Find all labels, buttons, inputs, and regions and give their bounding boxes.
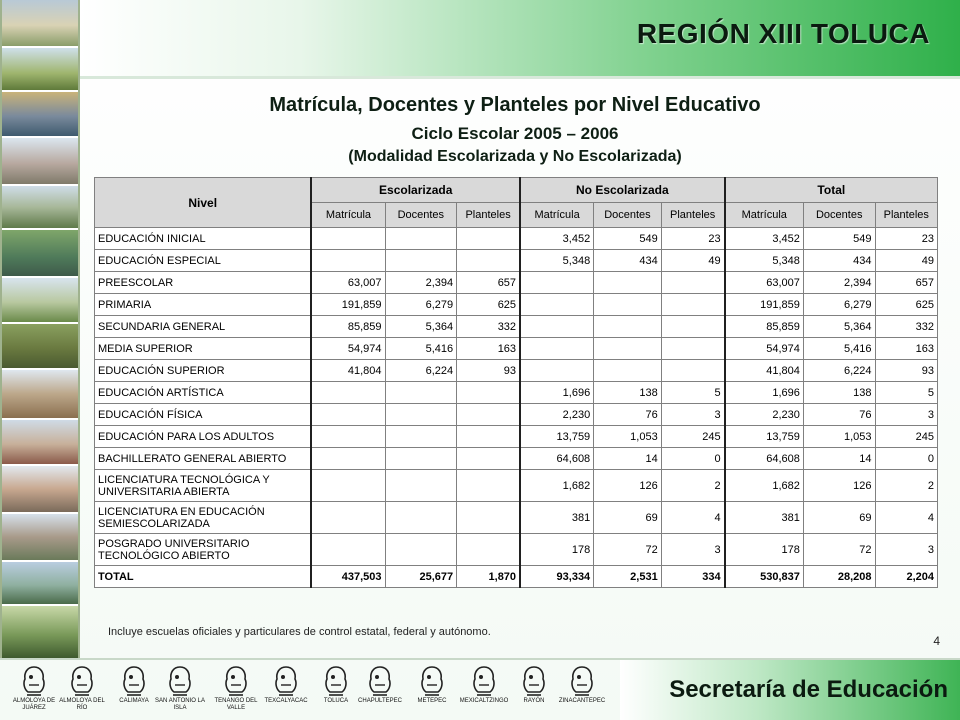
value-cell: 334 bbox=[661, 566, 724, 588]
value-cell: 93 bbox=[457, 360, 520, 382]
value-cell: 63,007 bbox=[311, 272, 385, 294]
value-cell: 25,677 bbox=[385, 566, 457, 588]
municipality-name: TEXCALYACAC bbox=[264, 698, 308, 704]
value-cell: 549 bbox=[803, 228, 875, 250]
aztec-glyph-icon bbox=[165, 664, 195, 698]
value-cell: 332 bbox=[875, 316, 937, 338]
value-cell bbox=[457, 534, 520, 566]
value-cell bbox=[520, 338, 594, 360]
value-cell bbox=[311, 448, 385, 470]
subheader-cell: Matrícula bbox=[725, 203, 804, 228]
value-cell bbox=[385, 228, 457, 250]
value-cell: 5,348 bbox=[725, 250, 804, 272]
value-cell: 63,007 bbox=[725, 272, 804, 294]
table-body bbox=[95, 228, 938, 588]
value-cell: 14 bbox=[594, 448, 662, 470]
aztec-glyph-icon bbox=[221, 664, 251, 698]
value-cell: 1,682 bbox=[520, 470, 594, 502]
municipality-glyph bbox=[456, 664, 512, 705]
value-cell bbox=[457, 448, 520, 470]
header-escolarizada: Escolarizada bbox=[311, 178, 520, 203]
nivel-cell: EDUCACIÓN FÍSICA bbox=[95, 404, 312, 426]
value-cell bbox=[457, 426, 520, 448]
aztec-glyph-icon bbox=[519, 664, 549, 698]
value-cell: 54,974 bbox=[311, 338, 385, 360]
table-row bbox=[95, 534, 938, 566]
photo-hacienda bbox=[2, 370, 78, 420]
value-cell: 4 bbox=[875, 502, 937, 534]
photo-field bbox=[2, 48, 78, 92]
photo-hills bbox=[2, 186, 78, 230]
value-cell: 64,608 bbox=[725, 448, 804, 470]
nivel-cell: PREESCOLAR bbox=[95, 272, 312, 294]
value-cell: 23 bbox=[661, 228, 724, 250]
value-cell bbox=[594, 316, 662, 338]
value-cell: 2,204 bbox=[875, 566, 937, 588]
nivel-cell: LICENCIATURA TECNOLÓGICA Y UNIVERSITARIA ABIERTA bbox=[95, 470, 312, 502]
municipality-glyph bbox=[54, 664, 110, 712]
value-cell: 69 bbox=[594, 502, 662, 534]
page-title: Matrícula, Docentes y Planteles por Nivel Educativo bbox=[269, 94, 761, 116]
value-cell: 1,053 bbox=[594, 426, 662, 448]
value-cell: 1,696 bbox=[725, 382, 804, 404]
aztec-glyph-icon bbox=[567, 664, 597, 698]
subheader-cell: Matrícula bbox=[520, 203, 594, 228]
footer-brand: Secretaría de Educación bbox=[669, 676, 948, 703]
value-cell: 657 bbox=[875, 272, 937, 294]
value-cell bbox=[661, 338, 724, 360]
value-cell bbox=[385, 448, 457, 470]
subheader-cell: Planteles bbox=[875, 203, 937, 228]
municipality-name: MEXICALTZINGO bbox=[459, 698, 509, 704]
municipality-name: ALMOLOYA DEL RÍO bbox=[59, 698, 105, 711]
subheader-cell: Docentes bbox=[385, 203, 457, 228]
photo-valley bbox=[2, 606, 78, 658]
value-cell: 5,364 bbox=[385, 316, 457, 338]
value-cell bbox=[661, 294, 724, 316]
municipality-glyph bbox=[404, 664, 460, 705]
value-cell bbox=[311, 228, 385, 250]
value-cell: 657 bbox=[457, 272, 520, 294]
value-cell bbox=[457, 382, 520, 404]
nivel-cell: MEDIA SUPERIOR bbox=[95, 338, 312, 360]
value-cell: 3 bbox=[875, 404, 937, 426]
subheader-cell: Planteles bbox=[457, 203, 520, 228]
value-cell: 6,279 bbox=[385, 294, 457, 316]
value-cell: 49 bbox=[875, 250, 937, 272]
photo-strip bbox=[0, 0, 80, 658]
value-cell: 2 bbox=[875, 470, 937, 502]
value-cell bbox=[457, 228, 520, 250]
value-cell bbox=[385, 250, 457, 272]
value-cell: 163 bbox=[875, 338, 937, 360]
value-cell bbox=[311, 426, 385, 448]
municipality-name: METEPEC bbox=[417, 698, 447, 704]
value-cell: 5 bbox=[875, 382, 937, 404]
photo-church bbox=[2, 420, 78, 466]
value-cell: 5,416 bbox=[803, 338, 875, 360]
value-cell: 191,859 bbox=[311, 294, 385, 316]
table-row bbox=[95, 272, 938, 294]
value-cell bbox=[661, 272, 724, 294]
value-cell: 5 bbox=[661, 382, 724, 404]
table-row bbox=[95, 470, 938, 502]
value-cell: 163 bbox=[457, 338, 520, 360]
value-cell bbox=[311, 382, 385, 404]
cycle-subtitle: Ciclo Escolar 2005 – 2006 bbox=[411, 124, 619, 143]
value-cell bbox=[594, 294, 662, 316]
value-cell bbox=[385, 382, 457, 404]
value-cell: 178 bbox=[725, 534, 804, 566]
value-cell: 191,859 bbox=[725, 294, 804, 316]
value-cell: 3,452 bbox=[520, 228, 594, 250]
table-row bbox=[95, 404, 938, 426]
value-cell: 28,208 bbox=[803, 566, 875, 588]
header-no-escolarizada: No Escolarizada bbox=[520, 178, 725, 203]
nivel-cell: POSGRADO UNIVERSITARIO TECNOLÓGICO ABIERTO bbox=[95, 534, 312, 566]
aztec-glyph-icon bbox=[321, 664, 351, 698]
value-cell bbox=[594, 338, 662, 360]
value-cell: 23 bbox=[875, 228, 937, 250]
value-cell: 126 bbox=[594, 470, 662, 502]
table-row bbox=[95, 382, 938, 404]
value-cell: 2,394 bbox=[385, 272, 457, 294]
value-cell: 5,416 bbox=[385, 338, 457, 360]
nivel-cell: LICENCIATURA EN EDUCACIÓN SEMIESCOLARIZADA bbox=[95, 502, 312, 534]
nivel-cell: EDUCACIÓN SUPERIOR bbox=[95, 360, 312, 382]
value-cell: 6,224 bbox=[385, 360, 457, 382]
value-cell: 2,230 bbox=[725, 404, 804, 426]
value-cell: 93 bbox=[875, 360, 937, 382]
value-cell: 41,804 bbox=[725, 360, 804, 382]
table-row bbox=[95, 250, 938, 272]
value-cell: 549 bbox=[594, 228, 662, 250]
value-cell: 0 bbox=[661, 448, 724, 470]
value-cell: 434 bbox=[803, 250, 875, 272]
value-cell bbox=[385, 404, 457, 426]
photo-lake-boat bbox=[2, 92, 78, 138]
value-cell bbox=[661, 316, 724, 338]
table-row bbox=[95, 426, 938, 448]
value-cell: 625 bbox=[457, 294, 520, 316]
nivel-cell: EDUCACIÓN ESPECIAL bbox=[95, 250, 312, 272]
aztec-glyph-icon bbox=[271, 664, 301, 698]
value-cell: 138 bbox=[594, 382, 662, 404]
value-cell: 4 bbox=[661, 502, 724, 534]
value-cell: 76 bbox=[803, 404, 875, 426]
value-cell bbox=[311, 470, 385, 502]
value-cell bbox=[385, 470, 457, 502]
photo-volcano bbox=[2, 278, 78, 324]
nivel-cell: BACHILLERATO GENERAL ABIERTO bbox=[95, 448, 312, 470]
value-cell: 64,608 bbox=[520, 448, 594, 470]
table-row bbox=[95, 316, 938, 338]
value-cell bbox=[457, 250, 520, 272]
subheader-cell: Matrícula bbox=[311, 203, 385, 228]
value-cell: 1,696 bbox=[520, 382, 594, 404]
municipality-name: SAN ANTONIO LA ISLA bbox=[155, 698, 205, 711]
value-cell: 1,870 bbox=[457, 566, 520, 588]
value-cell bbox=[457, 502, 520, 534]
header-total: Total bbox=[725, 178, 938, 203]
value-cell: 2 bbox=[661, 470, 724, 502]
value-cell: 76 bbox=[594, 404, 662, 426]
value-cell: 0 bbox=[875, 448, 937, 470]
value-cell: 14 bbox=[803, 448, 875, 470]
nivel-cell: PRIMARIA bbox=[95, 294, 312, 316]
municipality-glyph bbox=[258, 664, 314, 705]
table-row bbox=[95, 360, 938, 382]
municipality-glyph bbox=[554, 664, 610, 705]
value-cell: 2,230 bbox=[520, 404, 594, 426]
photo-forest bbox=[2, 230, 78, 278]
aztec-glyph-icon bbox=[365, 664, 395, 698]
value-cell bbox=[311, 250, 385, 272]
value-cell bbox=[520, 316, 594, 338]
header-divider bbox=[80, 76, 960, 79]
total-row bbox=[95, 566, 938, 588]
value-cell: 6,224 bbox=[803, 360, 875, 382]
value-cell: 437,503 bbox=[311, 566, 385, 588]
value-cell: 625 bbox=[875, 294, 937, 316]
nivel-cell: EDUCACIÓN PARA LOS ADULTOS bbox=[95, 426, 312, 448]
municipality-glyph bbox=[208, 664, 264, 712]
municipality-name: CALIMAYA bbox=[119, 698, 149, 704]
table-row bbox=[95, 338, 938, 360]
page-number: 4 bbox=[933, 634, 940, 648]
municipality-name: ALMOLOYA DE JUÁREZ bbox=[12, 698, 56, 711]
photo-river bbox=[2, 562, 78, 606]
footnote: Incluye escuelas oficiales y particulares de control estatal, federal y autónomo. bbox=[108, 626, 491, 638]
value-cell bbox=[594, 272, 662, 294]
value-cell: 126 bbox=[803, 470, 875, 502]
nivel-cell: TOTAL bbox=[95, 566, 312, 588]
value-cell: 6,279 bbox=[803, 294, 875, 316]
value-cell: 13,759 bbox=[520, 426, 594, 448]
value-cell bbox=[385, 534, 457, 566]
value-cell: 138 bbox=[803, 382, 875, 404]
value-cell: 85,859 bbox=[725, 316, 804, 338]
value-cell bbox=[311, 502, 385, 534]
value-cell: 69 bbox=[803, 502, 875, 534]
modality-subtitle: (Modalidad Escolarizada y No Escolarizada) bbox=[348, 148, 682, 165]
value-cell: 5,348 bbox=[520, 250, 594, 272]
value-cell bbox=[520, 360, 594, 382]
municipality-name: CHAPULTEPEC bbox=[358, 698, 402, 704]
region-title: REGIÓN XIII TOLUCA bbox=[636, 18, 930, 49]
value-cell bbox=[385, 502, 457, 534]
table-row bbox=[95, 502, 938, 534]
value-cell bbox=[661, 360, 724, 382]
photo-plaza bbox=[2, 466, 78, 514]
aztec-glyph-icon bbox=[67, 664, 97, 698]
municipality-name: ZINACANTEPEC bbox=[558, 698, 606, 704]
table-row bbox=[95, 228, 938, 250]
value-cell: 2,394 bbox=[803, 272, 875, 294]
aztec-glyph-icon bbox=[469, 664, 499, 698]
municipality-glyph bbox=[352, 664, 408, 705]
value-cell: 85,859 bbox=[311, 316, 385, 338]
nivel-cell: EDUCACIÓN ARTÍSTICA bbox=[95, 382, 312, 404]
value-cell: 3 bbox=[661, 404, 724, 426]
municipality-name: TENANGO DEL VALLE bbox=[214, 698, 258, 711]
value-cell: 5,364 bbox=[803, 316, 875, 338]
value-cell: 1,053 bbox=[803, 426, 875, 448]
subheader-cell: Docentes bbox=[594, 203, 662, 228]
photo-town bbox=[2, 138, 78, 186]
value-cell: 434 bbox=[594, 250, 662, 272]
municipality-name: TOLUCA bbox=[323, 698, 349, 704]
value-cell bbox=[520, 294, 594, 316]
value-cell: 3 bbox=[875, 534, 937, 566]
value-cell: 41,804 bbox=[311, 360, 385, 382]
value-cell bbox=[520, 272, 594, 294]
value-cell: 245 bbox=[661, 426, 724, 448]
value-cell: 2,531 bbox=[594, 566, 662, 588]
photo-crops bbox=[2, 324, 78, 370]
value-cell: 178 bbox=[520, 534, 594, 566]
aztec-glyph-icon bbox=[19, 664, 49, 698]
value-cell: 3 bbox=[661, 534, 724, 566]
aztec-glyph-icon bbox=[119, 664, 149, 698]
value-cell: 93,334 bbox=[520, 566, 594, 588]
municipality-glyph bbox=[152, 664, 208, 712]
municipality-name: RAYÓN bbox=[523, 698, 545, 704]
value-cell: 72 bbox=[594, 534, 662, 566]
value-cell: 530,837 bbox=[725, 566, 804, 588]
photo-cathedral bbox=[2, 514, 78, 562]
education-stats-table bbox=[94, 177, 938, 588]
value-cell: 3,452 bbox=[725, 228, 804, 250]
value-cell: 245 bbox=[875, 426, 937, 448]
value-cell: 1,682 bbox=[725, 470, 804, 502]
value-cell bbox=[311, 404, 385, 426]
value-cell: 332 bbox=[457, 316, 520, 338]
value-cell: 381 bbox=[520, 502, 594, 534]
value-cell bbox=[594, 360, 662, 382]
subheader-cell: Planteles bbox=[661, 203, 724, 228]
value-cell bbox=[385, 426, 457, 448]
header-nivel: Nivel bbox=[95, 178, 312, 228]
value-cell bbox=[457, 470, 520, 502]
value-cell bbox=[457, 404, 520, 426]
nivel-cell: SECUNDARIA GENERAL bbox=[95, 316, 312, 338]
value-cell: 381 bbox=[725, 502, 804, 534]
photo-palace bbox=[2, 0, 78, 48]
table-row bbox=[95, 294, 938, 316]
value-cell: 49 bbox=[661, 250, 724, 272]
subheader-cell: Docentes bbox=[803, 203, 875, 228]
nivel-cell: EDUCACIÓN INICIAL bbox=[95, 228, 312, 250]
value-cell bbox=[311, 534, 385, 566]
value-cell: 54,974 bbox=[725, 338, 804, 360]
table-row bbox=[95, 448, 938, 470]
aztec-glyph-icon bbox=[417, 664, 447, 698]
value-cell: 13,759 bbox=[725, 426, 804, 448]
value-cell: 72 bbox=[803, 534, 875, 566]
